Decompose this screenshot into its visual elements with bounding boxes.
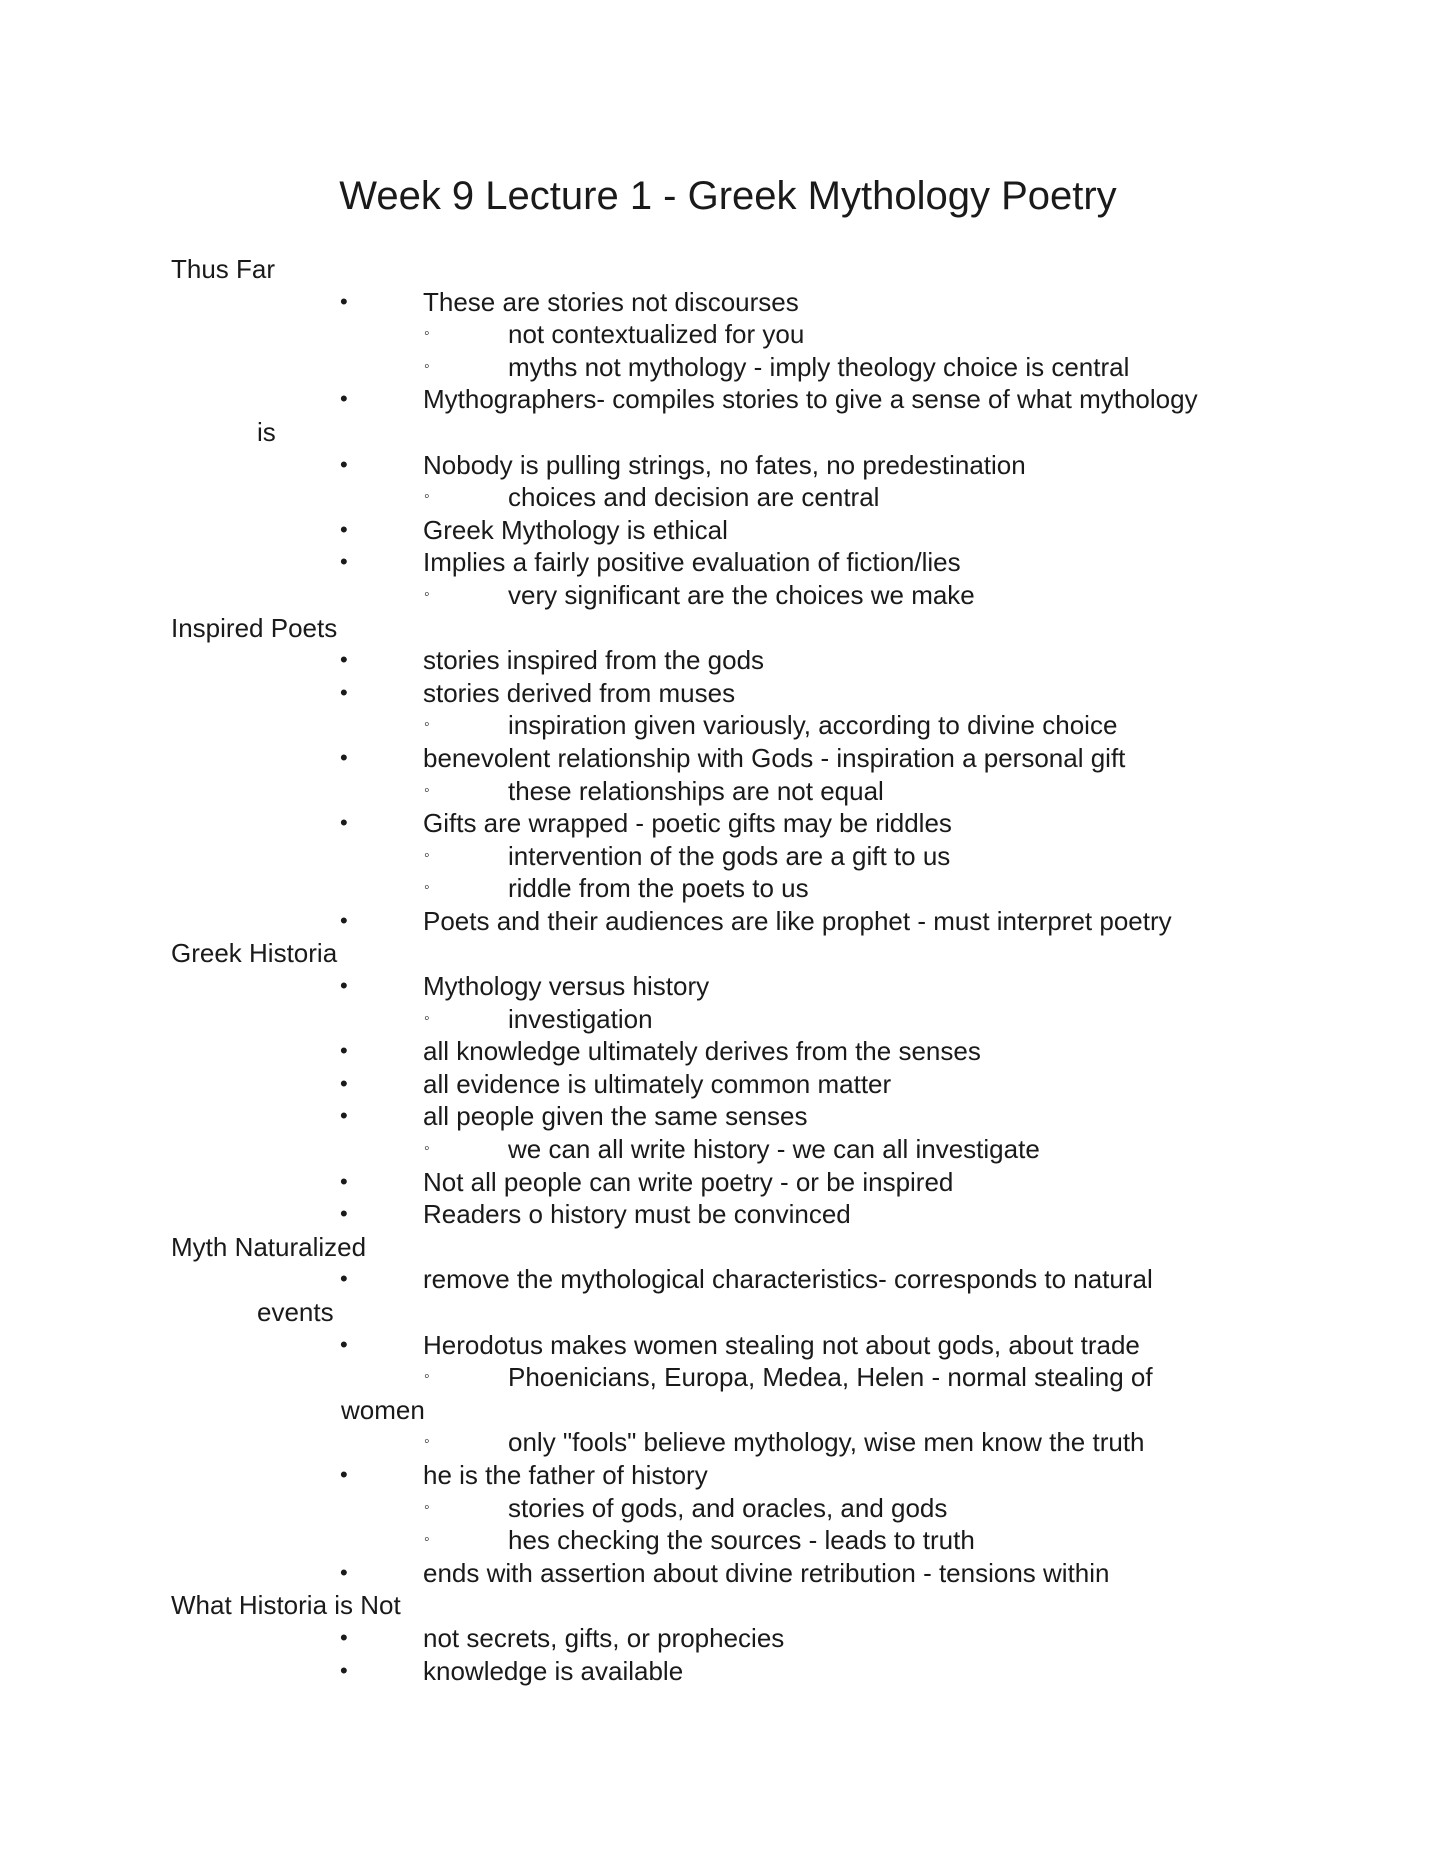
bullet-icon: • [340,1266,348,1292]
line-text: riddle from the poets to us [508,873,809,904]
sub-bullet-icon: ◦ [424,716,430,734]
bullet-icon: • [340,647,348,673]
sub-bullet-icon: ◦ [424,1531,430,1549]
heading-text: What Historia is Not [171,1590,401,1621]
line-text: very significant are the choices we make [508,579,975,610]
bullet-item [0,1459,1456,1492]
sub-bullet-item [0,840,1456,873]
line-text: not secrets, gifts, or prophecies [423,1622,785,1653]
bullet-icon: • [340,451,348,477]
bullet-icon: • [340,907,348,933]
line-text: Mythographers- compiles stories to give a sense of what mythology [423,384,1198,415]
line-text: Not all people can write poetry - or be inspired [423,1166,954,1197]
line-text: ends with assertion about divine retribution - tensions within [423,1557,1110,1588]
bullet-item [0,644,1456,677]
line-text: Nobody is pulling strings, no fates, no predestination [423,449,1026,480]
bullet-item [0,1557,1456,1590]
line-text: Greek Mythology is ethical [423,514,728,545]
sub-bullet-item [0,709,1456,742]
sub-bullet-icon: ◦ [424,781,430,799]
line-text: Poets and their audiences are like prophet - must interpret poetry [423,905,1172,936]
line-text: Mythology versus history [423,971,710,1002]
bullet-icon: • [340,1038,348,1064]
wrapped-continuation [0,1394,1456,1427]
section-heading [0,612,1456,645]
line-text: he is the father of history [423,1459,708,1490]
sub-bullet-item [0,1426,1456,1459]
sub-bullet-item [0,1361,1456,1394]
line-text: stories inspired from the gods [423,645,765,676]
bullet-icon: • [340,1559,348,1585]
bullet-item [0,677,1456,710]
line-text: Readers o history must be convinced [423,1199,851,1230]
line-text: benevolent relationship with Gods - inspiration a personal gift [423,742,1126,773]
wrapped-continuation [0,416,1456,449]
line-text: knowledge is available [423,1655,684,1686]
sub-bullet-icon: ◦ [424,325,430,343]
bullet-icon: • [340,1070,348,1096]
line-text: myths not mythology - imply theology choice is central [508,351,1130,382]
line-text: remove the mythological characteristics- corresponds to natural [423,1264,1153,1295]
bullet-icon: • [340,1624,348,1650]
bullet-item [0,383,1456,416]
line-text: Herodotus makes women stealing not about gods, about trade [423,1329,1140,1360]
sub-bullet-icon: ◦ [424,488,430,506]
line-text: Implies a fairly positive evaluation of fiction/lies [423,547,961,578]
line-text: investigation [508,1003,653,1034]
bullet-item [0,449,1456,482]
line-text: stories of gods, and oracles, and gods [508,1492,948,1523]
bullet-item [0,1100,1456,1133]
line-text: we can all write history - we can all investigate [508,1134,1040,1165]
bullet-icon: • [340,1331,348,1357]
sub-bullet-icon: ◦ [424,357,430,375]
line-text: these relationships are not equal [508,775,884,806]
heading-text: Greek Historia [171,938,338,969]
line-text: women [341,1394,425,1425]
bullet-item [0,1035,1456,1068]
bullet-icon: • [340,1168,348,1194]
line-text: all knowledge ultimately derives from the senses [423,1036,981,1067]
line-text: hes checking the sources - leads to truth [508,1525,975,1556]
bullet-icon: • [340,810,348,836]
document-body [0,253,1456,1687]
sub-bullet-icon: ◦ [424,1498,430,1516]
line-text: Phoenicians, Europa, Medea, Helen - normal stealing of [508,1362,1153,1393]
heading-text: Myth Naturalized [171,1231,367,1262]
bullet-item [0,807,1456,840]
sub-bullet-item [0,1003,1456,1036]
sub-bullet-item [0,1524,1456,1557]
sub-bullet-item [0,351,1456,384]
bullet-icon: • [340,386,348,412]
sub-bullet-icon: ◦ [424,1433,430,1451]
bullet-item [0,1263,1456,1296]
bullet-icon: • [340,516,348,542]
bullet-icon: • [340,1657,348,1683]
sub-bullet-item [0,481,1456,514]
sub-bullet-icon: ◦ [424,1368,430,1386]
line-text: is [257,416,276,447]
line-text: all evidence is ultimately common matter [423,1068,892,1099]
bullet-icon: • [340,744,348,770]
section-heading [0,1589,1456,1622]
bullet-item [0,905,1456,938]
bullet-icon: • [340,288,348,314]
sub-bullet-icon: ◦ [424,585,430,603]
sub-bullet-icon: ◦ [424,1140,430,1158]
heading-text: Thus Far [171,254,276,284]
sub-bullet-icon: ◦ [424,846,430,864]
bullet-item [0,1655,1456,1688]
sub-bullet-item [0,872,1456,905]
line-text: stories derived from muses [423,677,736,708]
section-heading [0,1231,1456,1264]
line-text: These are stories not discourses [423,286,799,317]
bullet-item [0,286,1456,319]
sub-bullet-item [0,1492,1456,1525]
bullet-icon: • [340,1461,348,1487]
line-text: inspiration given variously, according to divine choice [508,710,1118,741]
sub-bullet-item [0,318,1456,351]
bullet-icon: • [340,1201,348,1227]
sub-bullet-item [0,775,1456,808]
bullet-item [0,514,1456,547]
bullet-icon: • [340,679,348,705]
sub-bullet-icon: ◦ [424,879,430,897]
sub-bullet-item [0,579,1456,612]
bullet-item [0,1329,1456,1362]
line-text: intervention of the gods are a gift to us [508,840,951,871]
bullet-icon: • [340,549,348,575]
heading-text: Inspired Poets [171,612,338,643]
wrapped-continuation [0,1296,1456,1329]
sub-bullet-item [0,1133,1456,1166]
section-heading [0,937,1456,970]
bullet-item [0,1198,1456,1231]
bullet-icon: • [340,973,348,999]
bullet-item [0,742,1456,775]
line-text: all people given the same senses [423,1101,808,1132]
bullet-item [0,546,1456,579]
bullet-item [0,1068,1456,1101]
line-text: Gifts are wrapped - poetic gifts may be riddles [423,808,952,839]
sub-bullet-icon: ◦ [424,1009,430,1027]
section-heading [0,253,1456,286]
bullet-item [0,1166,1456,1199]
line-text: not contextualized for you [508,319,805,350]
bullet-item [0,970,1456,1003]
bullet-icon: • [340,1103,348,1129]
line-text: choices and decision are central [508,482,880,513]
line-text: only "fools" believe mythology, wise men know the truth [508,1427,1145,1458]
document-title: Week 9 Lecture 1 - Greek Mythology Poetry [339,174,1117,218]
bullet-item [0,1622,1456,1655]
line-text: events [257,1297,334,1327]
